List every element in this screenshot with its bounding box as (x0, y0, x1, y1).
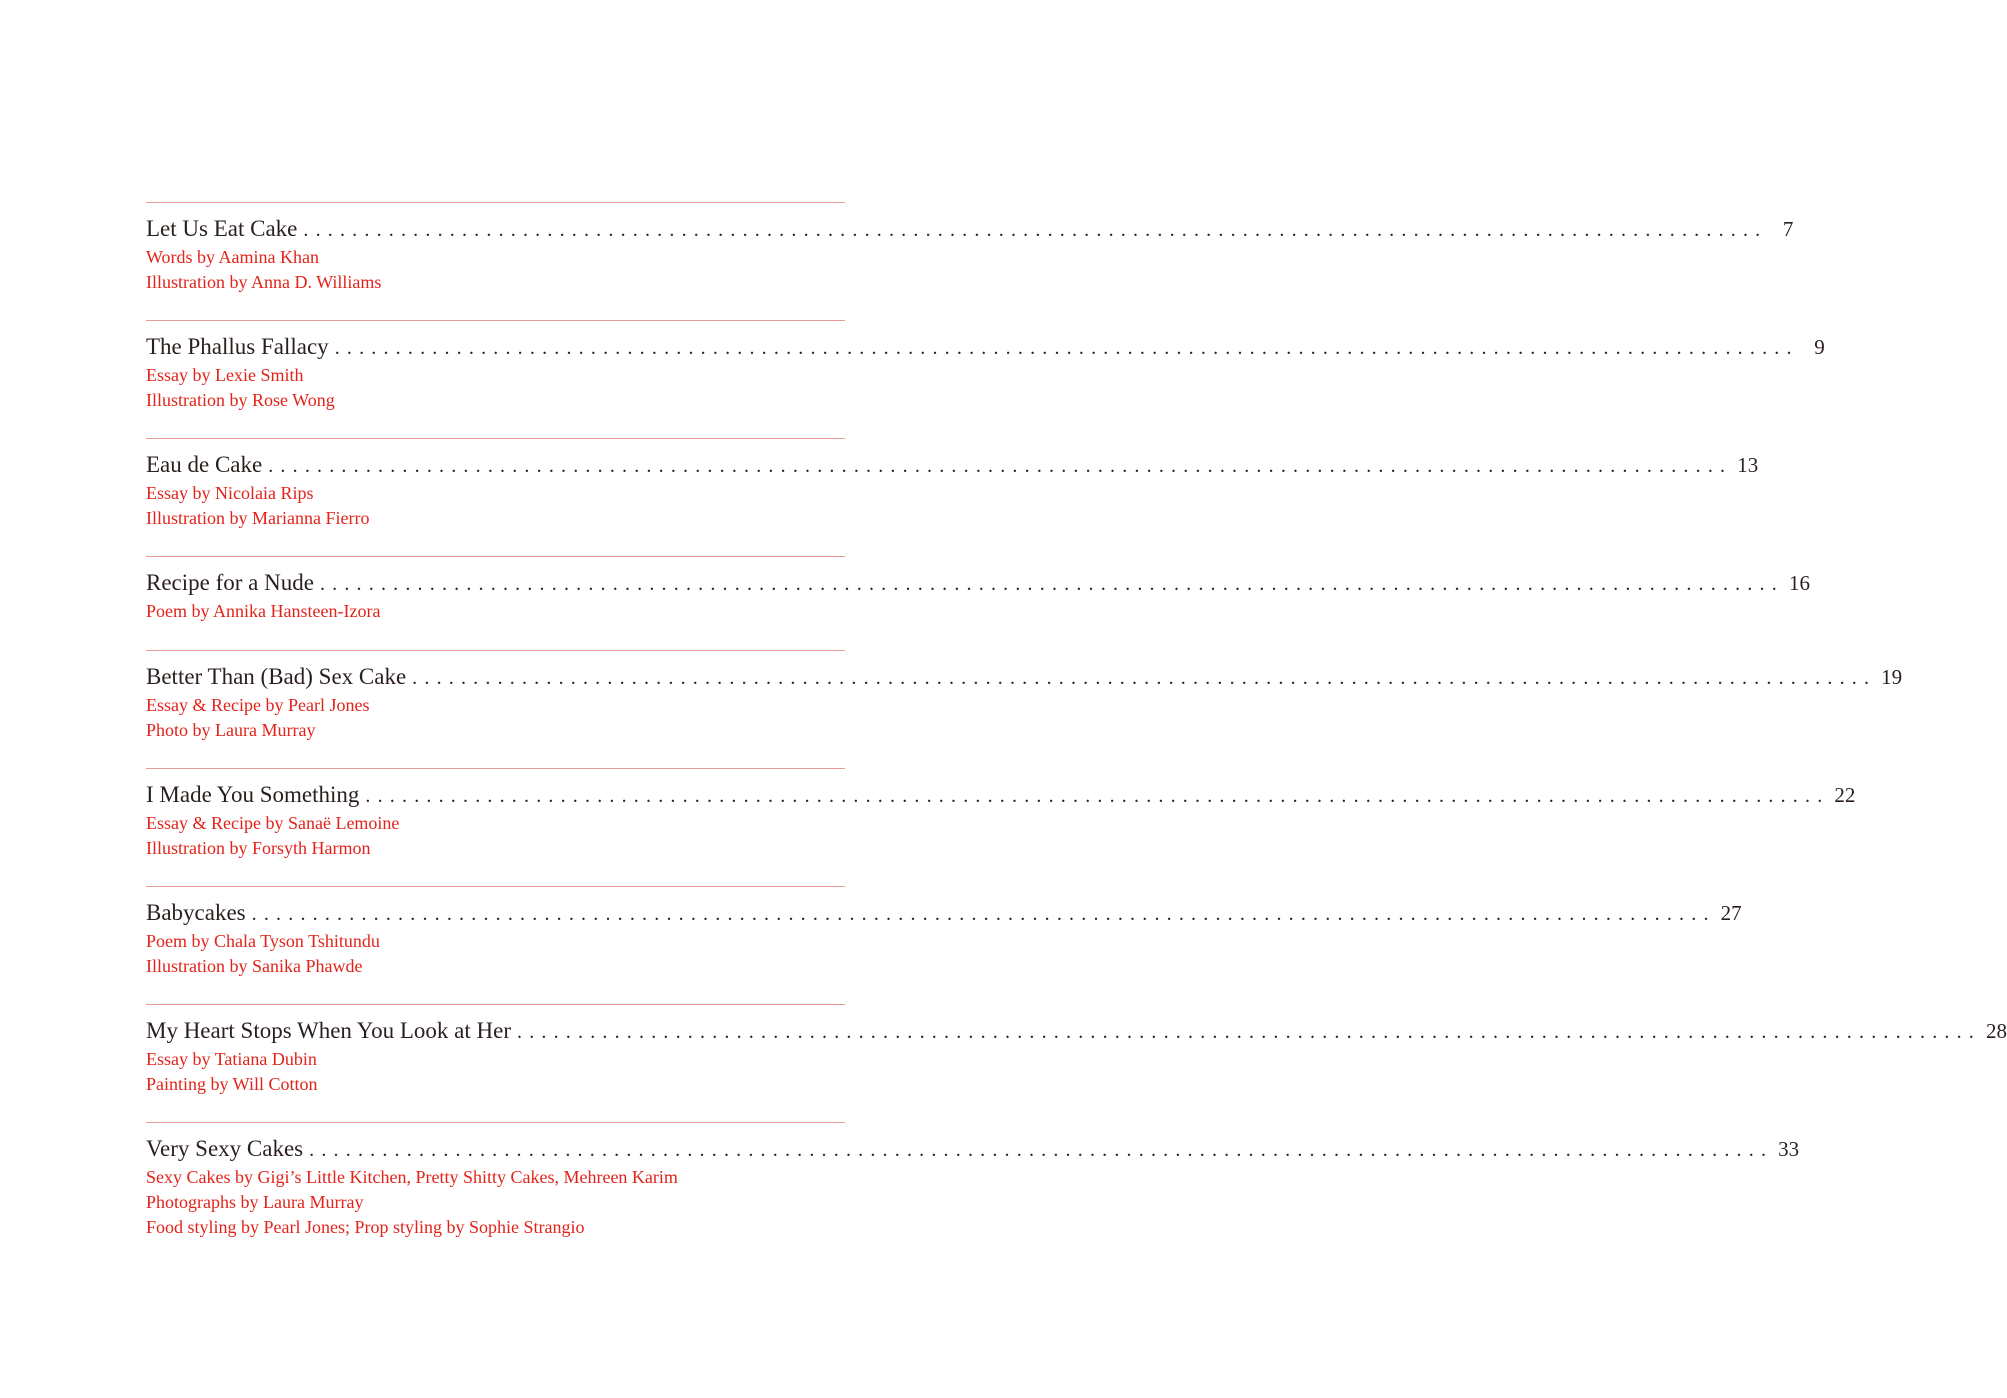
toc-title-row (146, 662, 1903, 693)
toc-page-number: 16 (1788, 571, 1810, 595)
dot-leader: ........................................................................................................................ (365, 785, 1830, 807)
toc-credit-line: Essay & Recipe by Sanaë Lemoine (146, 813, 400, 833)
toc-entry-title: My Heart Stops When You Look at Her (146, 1018, 511, 1043)
table-of-contents (146, 202, 2007, 1240)
dot-leader: ........................................................................................................................ (303, 219, 1768, 241)
toc-credit-line: Painting by Will Cotton (146, 1074, 318, 1094)
toc-credit-line: Words by Aamina Khan (146, 247, 320, 267)
dot-leader: ........................................................................................................................ (517, 1021, 1981, 1043)
toc-credits (146, 1047, 845, 1097)
toc-entry-my-heart-stops[interactable] (146, 1004, 2007, 1122)
toc-title-row (146, 898, 1742, 929)
toc-credit-line: Photo by Laura Murray (146, 720, 316, 740)
toc-credit-line: Illustration by Sanika Phawde (146, 956, 363, 976)
toc-page-number: 28 (1986, 1019, 2007, 1043)
toc-page-number: 33 (1778, 1137, 1800, 1161)
toc-credits (146, 1165, 845, 1240)
toc-credit-line: Illustration by Forsyth Harmon (146, 838, 371, 858)
toc-credits (146, 245, 845, 295)
dot-leader: ........................................................................................................................ (319, 573, 1784, 595)
dot-leader: ........................................................................................................................ (334, 337, 1799, 359)
toc-credit-line: Food styling by Pearl Jones; Prop styling by Sophie Strangio (146, 1217, 585, 1237)
toc-credits (146, 929, 845, 979)
toc-entry-title: The Phallus Fallacy (146, 334, 329, 359)
toc-credits (146, 599, 845, 624)
toc-title-row (146, 568, 1810, 599)
toc-entry-babycakes[interactable] (146, 886, 1742, 1004)
toc-page-number: 27 (1720, 901, 1742, 925)
toc-title-row (146, 1016, 2007, 1047)
toc-credit-line: Poem by Chala Tyson Tshitundu (146, 931, 380, 951)
toc-entry-the-phallus-fallacy[interactable] (146, 320, 1825, 438)
toc-entry-title: Very Sexy Cakes (146, 1136, 304, 1161)
toc-entry-title: Eau de Cake (146, 452, 263, 477)
toc-entry-title: Babycakes (146, 900, 246, 925)
toc-page-number: 19 (1881, 665, 1903, 689)
toc-credits (146, 481, 845, 531)
toc-entry-title: Recipe for a Nude (146, 570, 314, 595)
toc-entry-better-than-bad-sex-cake[interactable] (146, 650, 1903, 768)
toc-credit-line: Essay & Recipe by Pearl Jones (146, 695, 370, 715)
toc-entry-recipe-for-a-nude[interactable] (146, 556, 1810, 650)
toc-page-number: 9 (1814, 335, 1825, 359)
toc-title-row (146, 780, 1856, 811)
toc-credits (146, 811, 845, 861)
toc-credits (146, 693, 845, 743)
toc-entry-i-made-you-something[interactable] (146, 768, 1856, 886)
toc-entry-title: Better Than (Bad) Sex Cake (146, 664, 407, 689)
toc-credit-line: Illustration by Rose Wong (146, 390, 335, 410)
toc-credit-line: Essay by Lexie Smith (146, 365, 304, 385)
toc-credit-line: Photographs by Laura Murray (146, 1192, 364, 1212)
toc-title-row (146, 214, 1794, 245)
dot-leader: ........................................................................................................................ (309, 1139, 1774, 1161)
toc-page-number: 13 (1737, 453, 1759, 477)
toc-title-row (146, 1134, 1800, 1165)
toc-credit-line: Illustration by Anna D. Williams (146, 272, 382, 292)
dot-leader: ........................................................................................................................ (268, 455, 1733, 477)
toc-credit-line: Essay by Tatiana Dubin (146, 1049, 317, 1069)
toc-title-row (146, 332, 1825, 363)
toc-entry-title: Let Us Eat Cake (146, 216, 298, 241)
dot-leader: ........................................................................................................................ (251, 903, 1716, 925)
toc-credits (146, 363, 845, 413)
toc-entry-title: I Made You Something (146, 782, 360, 807)
toc-page-number: 22 (1834, 783, 1856, 807)
toc-title-row (146, 450, 1759, 481)
toc-credit-line: Sexy Cakes by Gigi’s Little Kitchen, Pretty Shitty Cakes, Mehreen Karim (146, 1167, 678, 1187)
toc-credit-line: Essay by Nicolaia Rips (146, 483, 314, 503)
toc-credit-line: Poem by Annika Hansteen-Izora (146, 601, 381, 621)
dot-leader: ........................................................................................................................ (412, 667, 1877, 689)
toc-entry-let-us-eat-cake[interactable] (146, 202, 1794, 320)
toc-entry-very-sexy-cakes[interactable] (146, 1122, 1800, 1240)
toc-credit-line: Illustration by Marianna Fierro (146, 508, 370, 528)
toc-entry-eau-de-cake[interactable] (146, 438, 1759, 556)
toc-page-number: 7 (1782, 217, 1794, 241)
